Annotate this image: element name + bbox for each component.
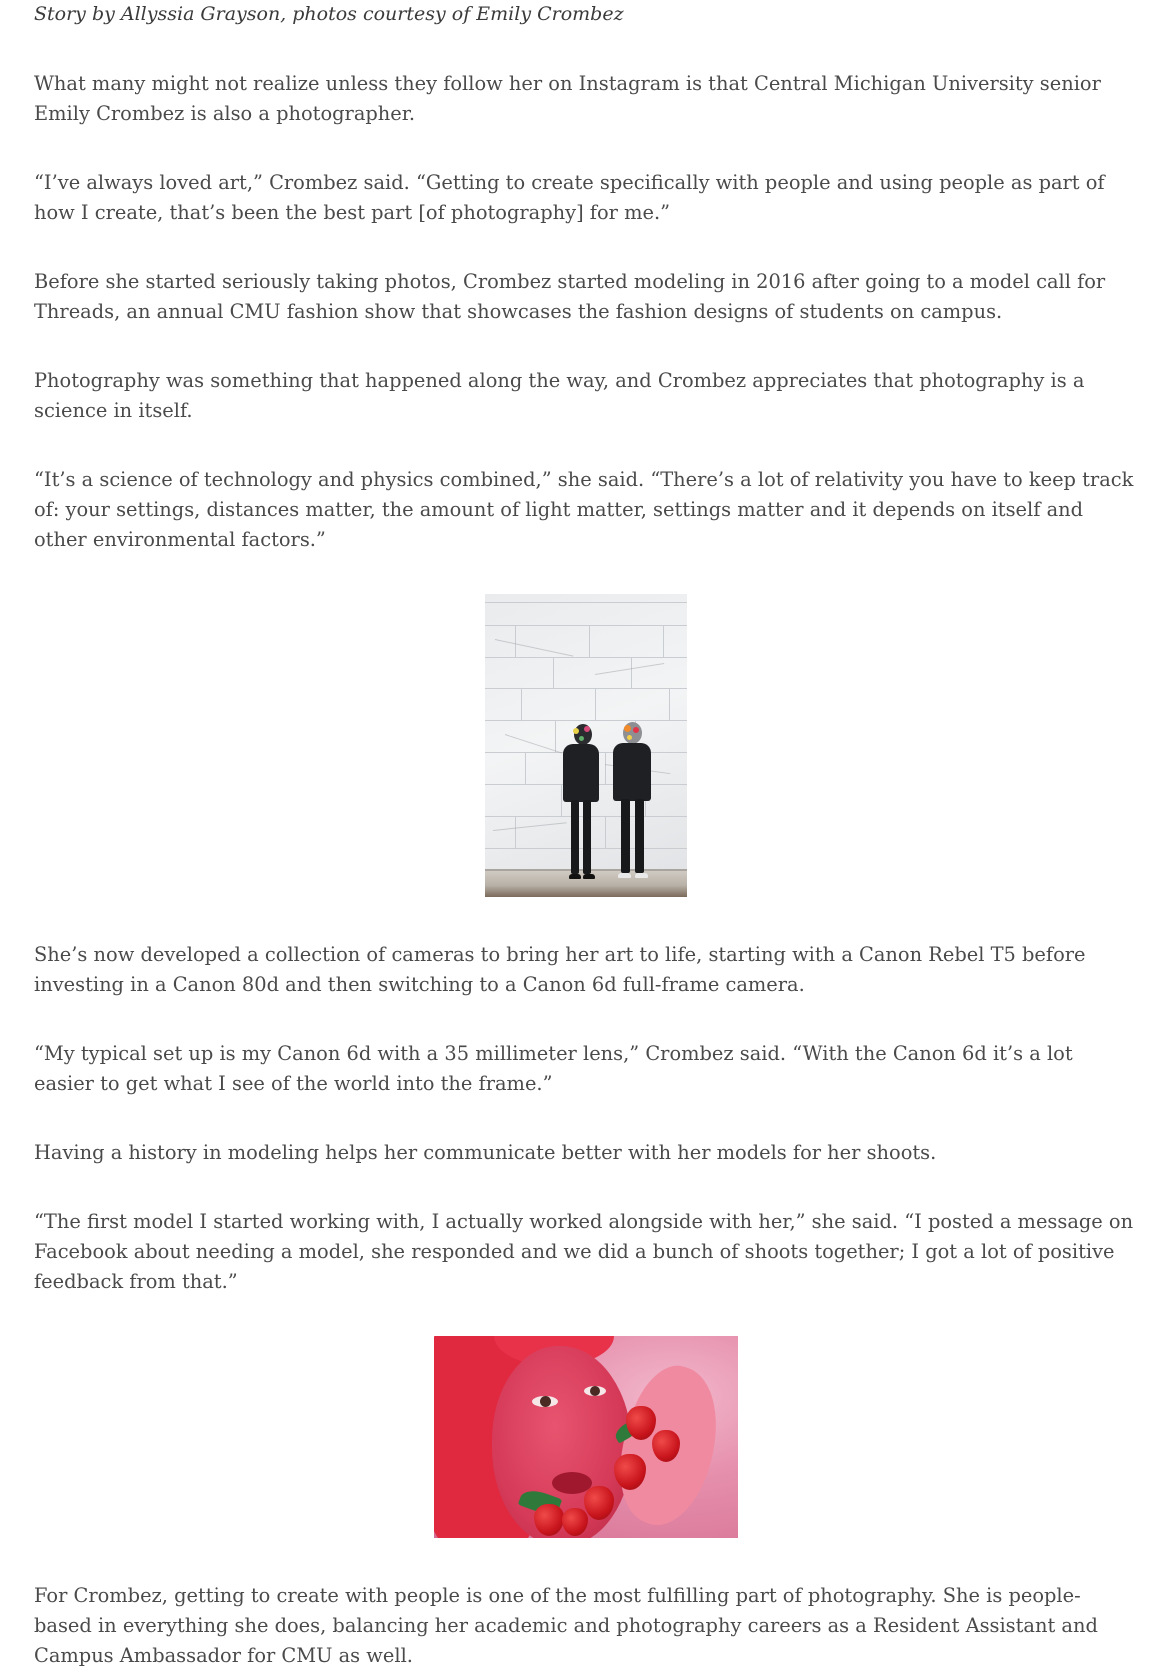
paragraph: “I’ve always loved art,” Crombez said. “Getting to create specifically with people and using people as part of how I create, that’s been the best part [of photography] for me.” [34,171,1105,224]
photo-red-portrait-strawberries [434,1336,738,1538]
byline: Story by Allyssia Grayson, photos courtesy of Emily Crombez [34,3,624,25]
article [34,0,1138,1671]
paragraph: Having a history in modeling helps her communicate better with her models for her shoots. [34,1141,937,1164]
photo-figure [34,594,1138,897]
photo-figure [34,1336,1138,1538]
photo-two-masked-figures-marble-wall [485,594,687,897]
paragraph: Before she started seriously taking photos, Crombez started modeling in 2016 after going to a model call for Threads, an annual CMU fashion show that showcases the fashion designs of students on campus. [34,270,1106,323]
paragraph: “It’s a science of technology and physics combined,” she said. “There’s a lot of relativity you have to keep track of: your settings, distances matter, the amount of light matter, settings matter and it depends on itself and other environmental factors.” [34,468,1134,551]
paragraph: What many might not realize unless they follow her on Instagram is that Central Michigan University senior Emily Crombez is also a photographer. [34,72,1101,125]
paragraph: “My typical set up is my Canon 6d with a 35 millimeter lens,” Crombez said. “With the Canon 6d it’s a lot easier to get what I see of the world into the frame.” [34,1042,1073,1095]
paragraph: She’s now developed a collection of cameras to bring her art to life, starting with a Canon Rebel T5 before investing in a Canon 80d and then switching to a Canon 6d full-frame camera. [34,943,1086,996]
paragraph: For Crombez, getting to create with people is one of the most fulfilling part of photography. She is people-based in everything she does, balancing her academic and photography careers as a Resident Assistant and Campus Ambassador for CMU as well. [34,1584,1098,1667]
paragraph: Photography was something that happened along the way, and Crombez appreciates that photography is a science in itself. [34,369,1085,422]
paragraph: “The first model I started working with, I actually worked alongside with her,” she said. “I posted a message on Facebook about needing a model, she responded and we did a bunch of shoots together; I got a lot of positive feedback from that.” [34,1210,1134,1293]
